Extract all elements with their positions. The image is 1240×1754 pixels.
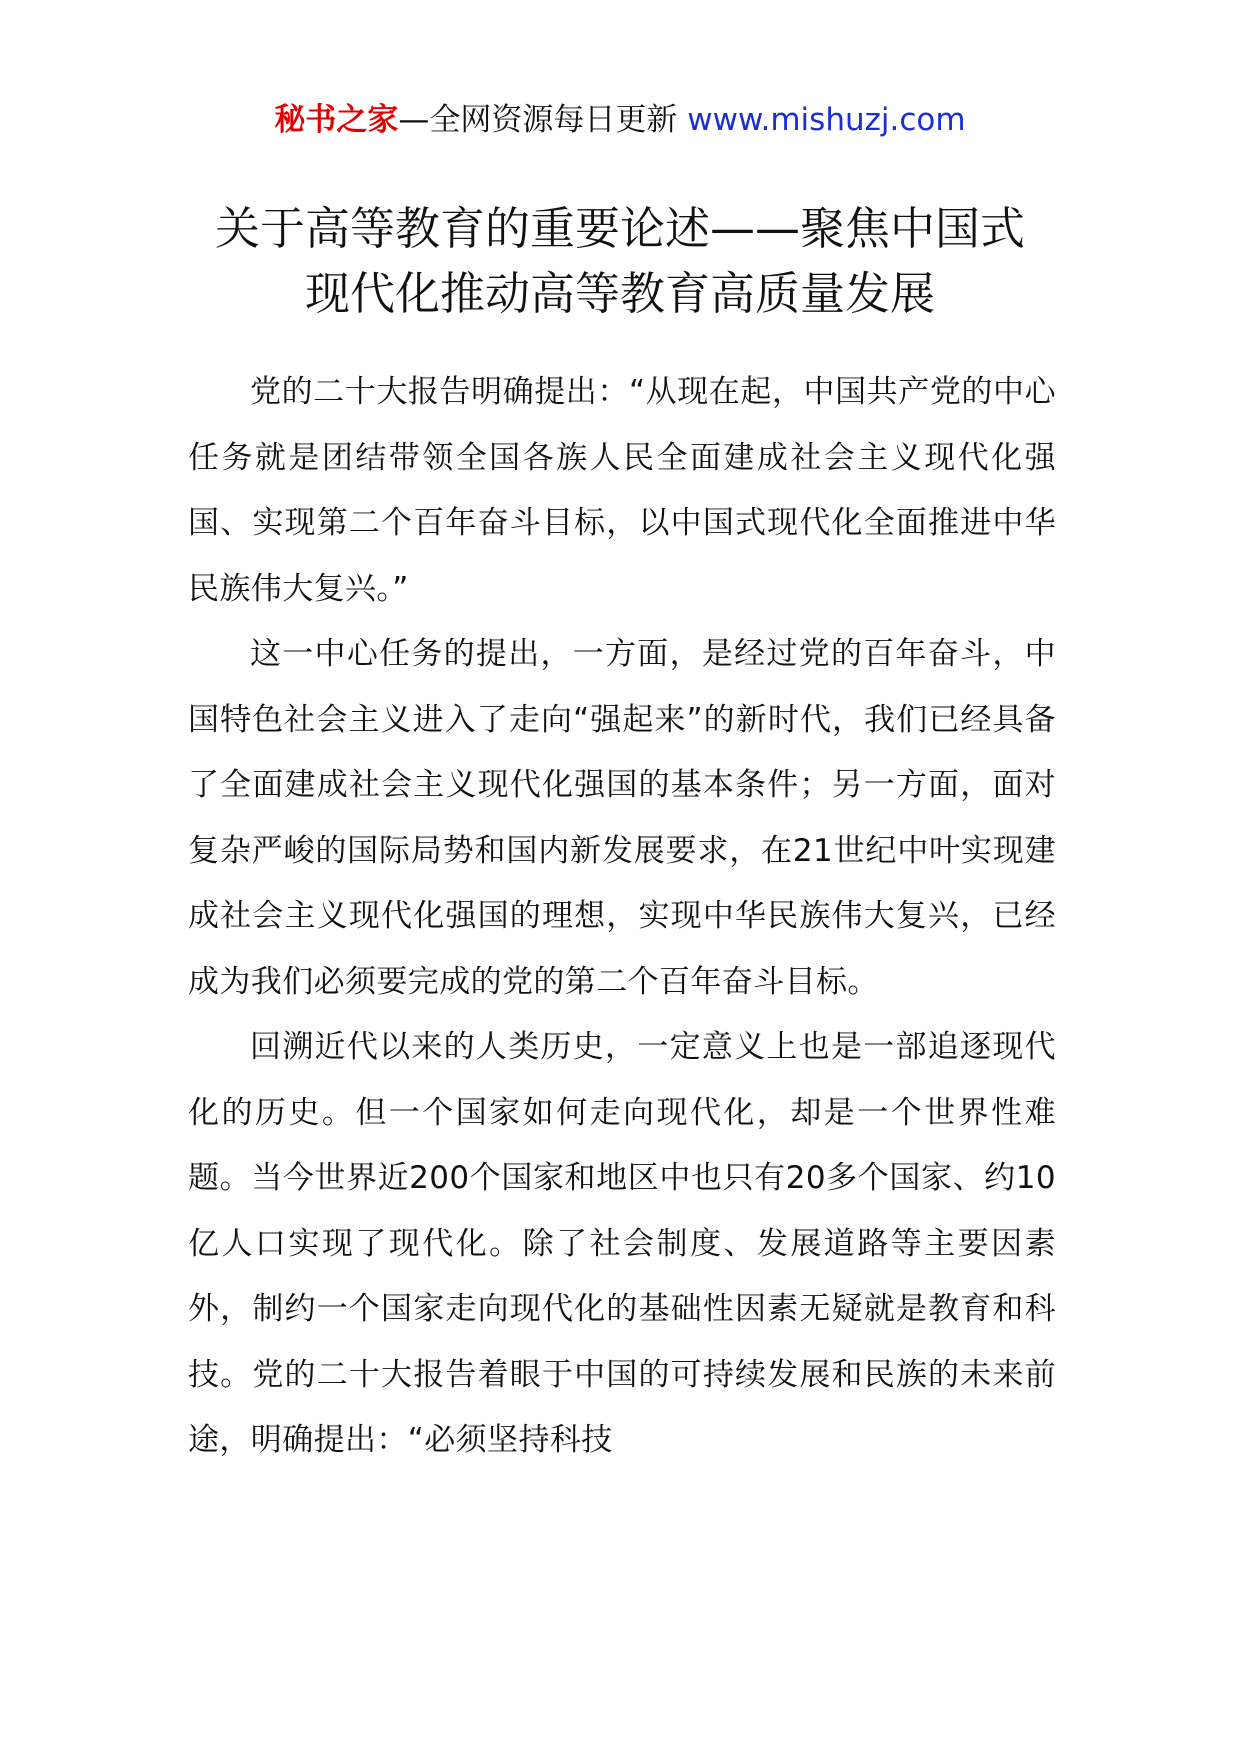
body-paragraph-1: 党的二十大报告明确提出：“从现在起，中国共产党的中心任务就是团结带领全国各族人民全面建成社会主义现代化强国、实现第二个百年奋斗目标，以中国式现代化全面推进中华民族伟大复兴。”: [188, 374, 1056, 607]
site-header: [0, 100, 1240, 140]
document-title-line-2: 现代化推动高等教育高质量发展: [304, 267, 935, 320]
document-title: [150, 196, 1090, 326]
document-body: [188, 360, 1056, 1474]
document-title-line-1: 关于高等教育的重要论述——聚焦中国式: [214, 202, 1025, 255]
site-brand: 秘书之家: [274, 102, 399, 138]
body-paragraph-2: 这一中心任务的提出，一方面，是经过党的百年奋斗，中国特色社会主义进入了走向“强起来”的新时代，我们已经具备了全面建成社会主义现代化强国的基本条件；另一方面，面对复杂严峻的国际局势和国内新发展要求，在21世纪中叶实现建成社会主义现代化强国的理想，实现中华民族伟大复兴，已经成为我们必须要完成的党的第二个百年奋斗目标。: [188, 636, 1056, 1000]
site-tagline: —全网资源每日更新: [398, 102, 678, 138]
site-url-link[interactable]: www.mishuzj.com: [687, 102, 966, 138]
body-paragraph-3: 回溯近代以来的人类历史，一定意义上也是一部追逐现代化的历史。但一个国家如何走向现代化，却是一个世界性难题。当今世界近200个国家和地区中也只有20多个国家、约10亿人口实现了现代化。除了社会制度、发展道路等主要因素外，制约一个国家走向现代化的基础性因素无疑就是教育和科技。党的二十大报告着眼于中国的可持续发展和民族的未来前途，明确提出：“必须坚持科技: [188, 1029, 1056, 1458]
